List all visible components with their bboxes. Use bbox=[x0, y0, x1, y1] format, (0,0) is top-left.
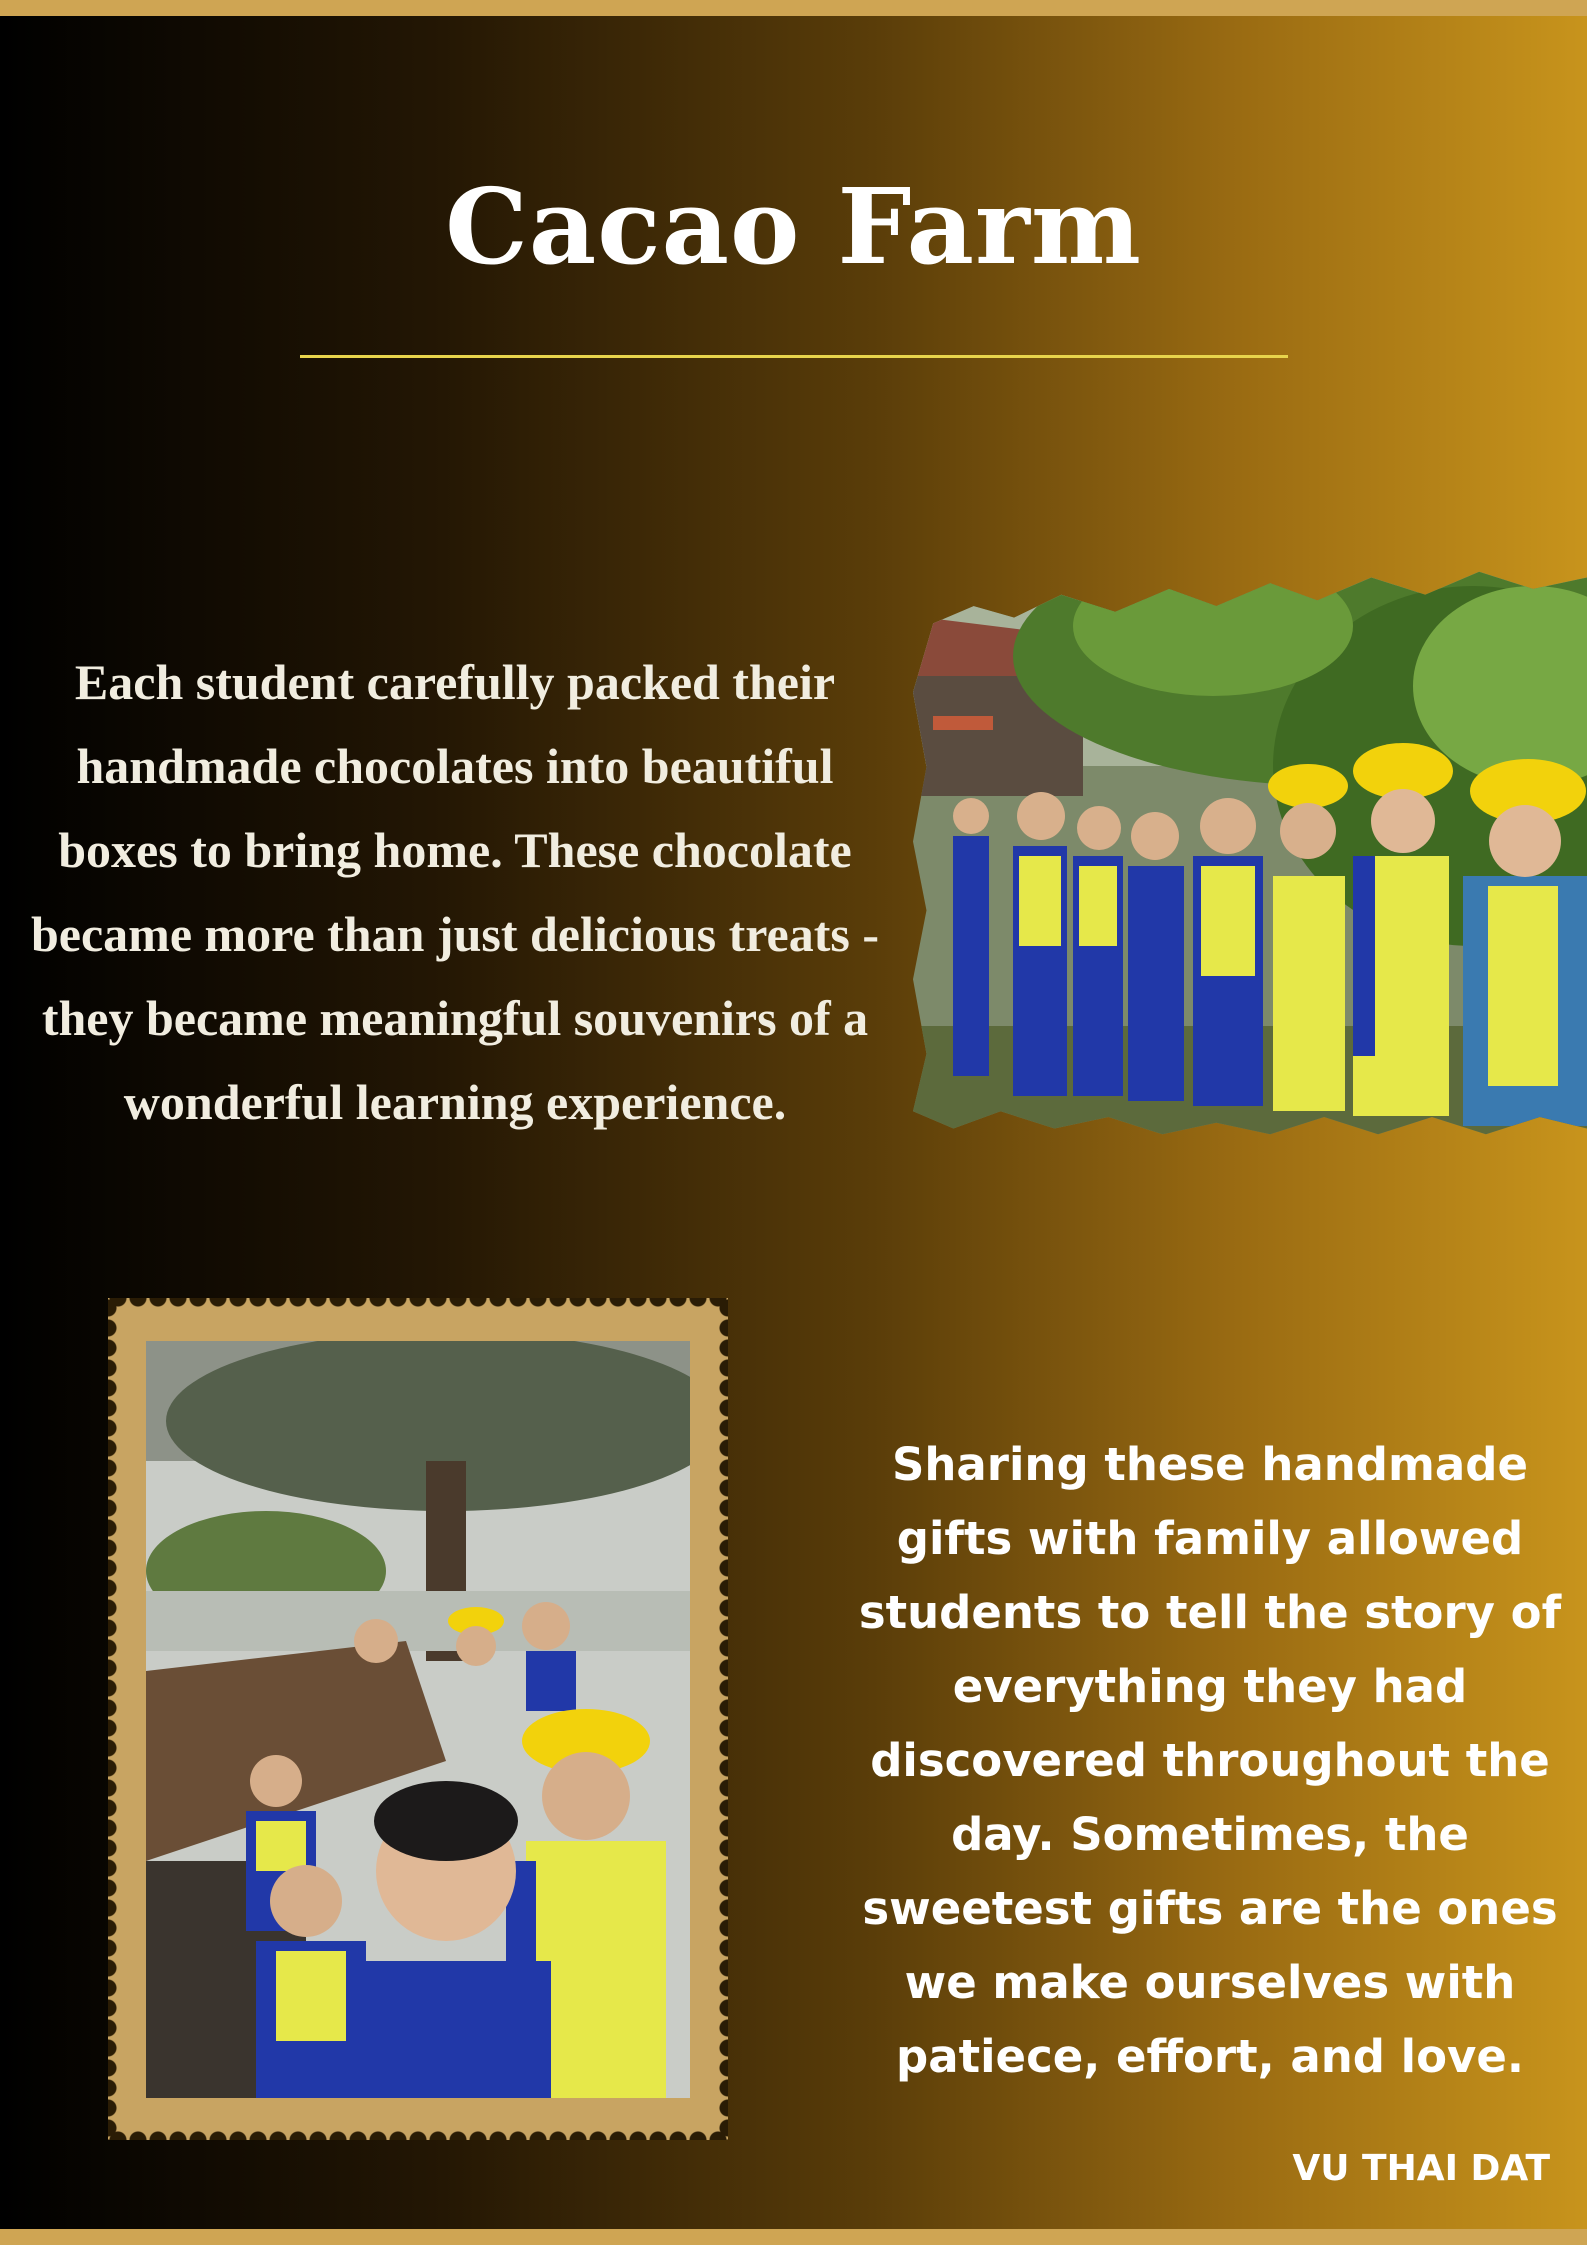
group-selfie-photo bbox=[146, 1341, 690, 2098]
top-border bbox=[0, 0, 1587, 16]
students-in-cacao-garden-photo bbox=[913, 566, 1587, 1140]
title-underline bbox=[300, 355, 1288, 358]
page-title: Cacao Farm bbox=[445, 165, 1142, 288]
left-paragraph: Each student carefully packed their handmade chocolates into beautiful boxes to bring home. These chocolate became more than just delicious treats - they became meaningful souvenirs of a wonderful learning experience. bbox=[30, 654, 880, 1130]
author-name: VU THAI DAT bbox=[1292, 2148, 1550, 2189]
bottom-border bbox=[0, 2229, 1587, 2245]
right-paragraph: Sharing these handmade gifts with family allowed students to tell the story of everything they had discovered throughout the day. Sometimes, the sweetest gifts are the ones we make ourselves with patiece, effort, and love. bbox=[858, 1438, 1562, 2083]
